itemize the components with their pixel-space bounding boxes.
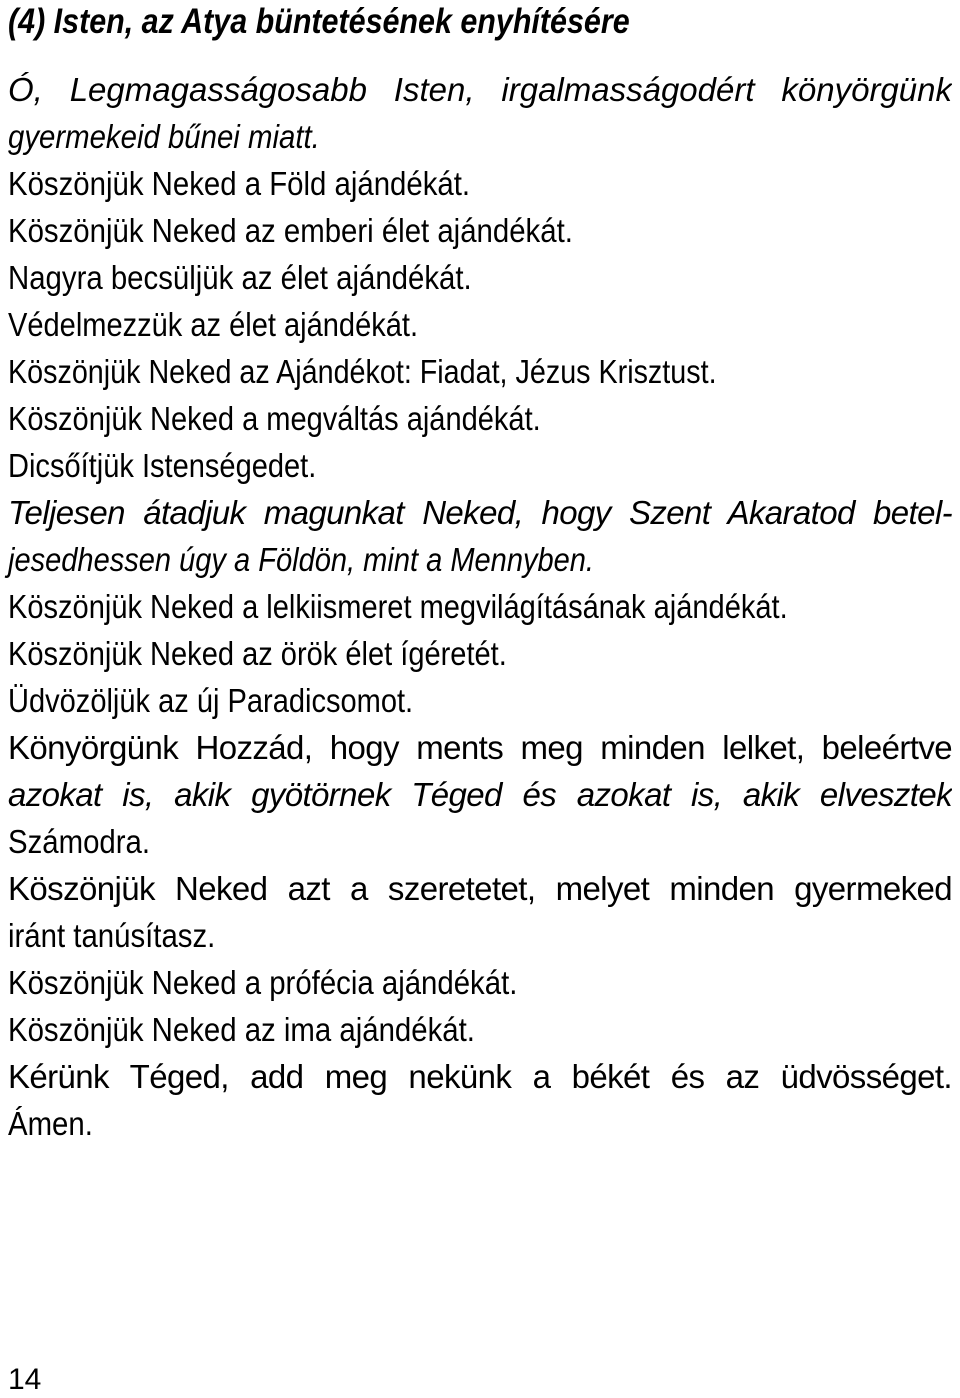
prayer-line-7: Köszönjük Neked az Ajándékot: Fiadat, Jézus Krisztust. (8, 353, 717, 390)
prayer-line-20: Köszönjük Neked a prófécia ajándékát. (8, 964, 518, 1001)
prayer-line-22: Kérünk Téged, add meg nekünk a békét és az üdvösséget. (8, 1058, 952, 1095)
prayer-line-10: Teljesen átadjuk magunkat Neked, hogy Szent Akaratod betel- (8, 494, 952, 531)
prayer-line-14: Üdvözöljük az új Paradicsomot. (8, 682, 414, 719)
prayer-line-12: Köszönjük Neked a lelkiismeret megvilágításának ajándékát. (8, 588, 788, 625)
prayer-line-18: Köszönjük Neked azt a szeretetet, melyet minden gyermeked (8, 870, 952, 907)
prayer-line-3: Köszönjük Neked a Föld ajándékát. (8, 165, 471, 202)
prayer-line-16: azokat is, akik gyötörnek Téged és azokat is, akik elvesztek (8, 776, 952, 813)
prayer-line-5: Nagyra becsüljük az élet ajándékát. (8, 259, 472, 296)
prayer-line-2: gyermekeid bűnei miatt. (8, 118, 320, 155)
prayer-line-4: Köszönjük Neked az emberi élet ajándékát. (8, 212, 573, 249)
prayer-line-17: Számodra. (8, 823, 151, 860)
prayer-line-9: Dicsőítjük Istenségedet. (8, 447, 317, 484)
prayer-line-8: Köszönjük Neked a megváltás ajándékát. (8, 400, 541, 437)
prayer-line-21: Köszönjük Neked az ima ajándékát. (8, 1011, 475, 1048)
prayer-line-1: Ó, Legmagasságosabb Isten, irgalmasságodért könyörgünk (8, 71, 952, 108)
prayer-title: (4) Isten, az Atya büntetésének enyhítésére (8, 2, 630, 41)
prayer-line-6: Védelmezzük az élet ajándékát. (8, 306, 419, 343)
prayer-line-19: iránt tanúsítasz. (8, 917, 216, 954)
prayer-line-13: Köszönjük Neked az örök élet ígéretét. (8, 635, 507, 672)
prayer-line-11: jesedhessen úgy a Földön, mint a Mennyben. (8, 541, 595, 578)
page-number: 14 (8, 1363, 42, 1396)
prayer-body (8, 66, 952, 1147)
prayer-line-23: Ámen. (8, 1105, 93, 1142)
prayer-line-15: Könyörgünk Hozzád, hogy ments meg minden lelket, beleértve (8, 729, 952, 766)
